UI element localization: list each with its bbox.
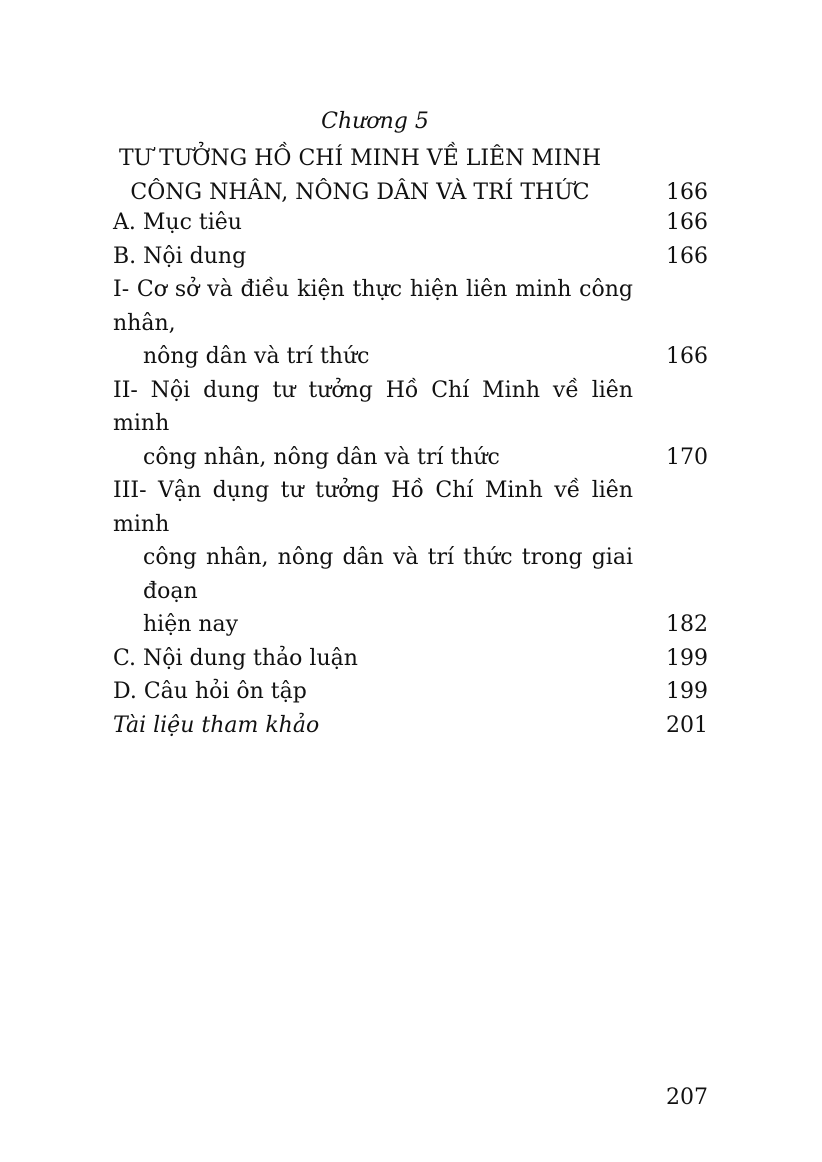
- toc-entry-section-1[interactable]: [113, 273, 708, 374]
- chapter-label: Chương 5: [321, 109, 429, 134]
- toc-entry-a[interactable]: [113, 206, 708, 240]
- toc-entry-text: [113, 474, 633, 642]
- toc-entry-section-3[interactable]: [113, 474, 708, 642]
- toc-entry-text: D. Câu hỏi ôn tập: [113, 679, 307, 704]
- chapter-page-number: 166: [666, 180, 708, 205]
- toc-entry-page: 201: [666, 712, 708, 738]
- toc-entry-c[interactable]: [113, 642, 708, 676]
- toc-entry-line: III- Vận dụng tư tưởng Hồ Chí Minh về liên minh: [113, 478, 633, 537]
- toc-entry-text: [113, 374, 633, 475]
- toc-entry-page: 166: [666, 243, 708, 269]
- chapter-title-line-1: TƯ TƯỞNG HỒ CHÍ MINH VỀ LIÊN MINH: [118, 146, 602, 171]
- toc-entry-references[interactable]: [113, 709, 708, 743]
- toc-entry-text: A. Mục tiêu: [113, 210, 242, 235]
- page-number: 207: [666, 1085, 708, 1110]
- toc-entry-d[interactable]: [113, 675, 708, 709]
- toc-entry-page: 199: [666, 679, 708, 704]
- table-of-contents: [113, 206, 708, 742]
- toc-entry-line: I- Cơ sở và điều kiện thực hiện liên minh công nhân,: [113, 277, 633, 336]
- toc-entry-line: công nhân, nông dân và trí thức: [143, 444, 500, 470]
- toc-entry-b[interactable]: [113, 240, 708, 274]
- toc-entry-line: hiện nay: [143, 612, 239, 637]
- toc-entry-page: 170: [666, 444, 708, 470]
- toc-entry-page: 166: [666, 344, 708, 369]
- toc-entry-text: C. Nội dung thảo luận: [113, 645, 358, 671]
- toc-entry-page: 182: [666, 612, 708, 637]
- toc-entry-text: B. Nội dung: [113, 243, 247, 269]
- toc-entry-line: nông dân và trí thức: [143, 344, 370, 369]
- chapter-title: [110, 142, 610, 210]
- toc-entry-line: công nhân, nông dân và trí thức trong giai đoạn: [143, 545, 633, 604]
- toc-entry-section-2[interactable]: [113, 374, 708, 475]
- toc-entry-text: [113, 273, 633, 374]
- toc-entry-page: 199: [666, 645, 708, 671]
- chapter-title-line-2: CÔNG NHÂN, NÔNG DÂN VÀ TRÍ THỨC: [130, 180, 590, 205]
- toc-entry-line: II- Nội dung tư tưởng Hồ Chí Minh về liên minh: [113, 377, 633, 436]
- toc-entry-text: Tài liệu tham khảo: [113, 712, 320, 738]
- toc-entry-page: 166: [666, 210, 708, 235]
